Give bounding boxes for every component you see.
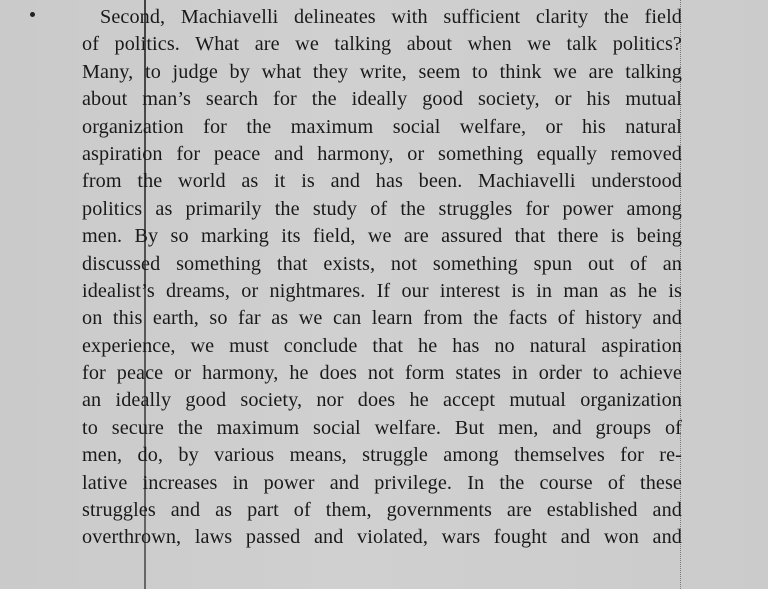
paragraph-line: to secure the maximum social welfare. But men, and groups of <box>82 416 682 439</box>
paragraph-line: Many, to judge by what they write, seem to think we are talking <box>82 60 682 83</box>
paragraph-line: overthrown, laws passed and violated, wars fought and won and <box>82 526 682 549</box>
paragraph-line: men, do, by various means, struggle among themselves for re- <box>82 444 682 467</box>
paragraph-line: Second, Machiavelli delineates with sufficient clarity the field <box>100 6 682 28</box>
paragraph-line: discussed something that exists, not something spun out of an <box>82 252 682 275</box>
paragraph-line: about man’s search for the ideally good society, or his mutual <box>82 88 682 111</box>
paragraph-line: politics as primarily the study of the struggles for power among <box>82 197 682 220</box>
paragraph-line: aspiration for peace and harmony, or something equally removed <box>82 142 682 165</box>
paragraph-line: experience, we must conclude that he has no natural aspiration <box>82 334 682 357</box>
paragraph-line: struggles and as part of them, governments are established and <box>82 499 682 522</box>
body-paragraph <box>82 4 682 552</box>
paragraph-line: of politics. What are we talking about when we talk politics? <box>82 33 682 56</box>
paragraph-line: on this earth, so far as we can learn from the facts of history and <box>82 307 682 330</box>
paragraph-line: an ideally good society, nor does he accept mutual organization <box>82 389 682 412</box>
ink-speck <box>30 12 35 17</box>
paragraph-line: organization for the maximum social welfare, or his natural <box>82 115 682 138</box>
paragraph-line: lative increases in power and privilege. In the course of these <box>82 471 682 494</box>
paragraph-line: for peace or harmony, he does not form states in order to achieve <box>82 362 682 385</box>
paragraph-line: from the world as it is and has been. Machiavelli understood <box>82 170 682 193</box>
paragraph-line: idealist’s dreams, or nightmares. If our interest is in man as he is <box>82 279 682 302</box>
paragraph-line: men. By so marking its field, we are assured that there is being <box>82 225 682 248</box>
